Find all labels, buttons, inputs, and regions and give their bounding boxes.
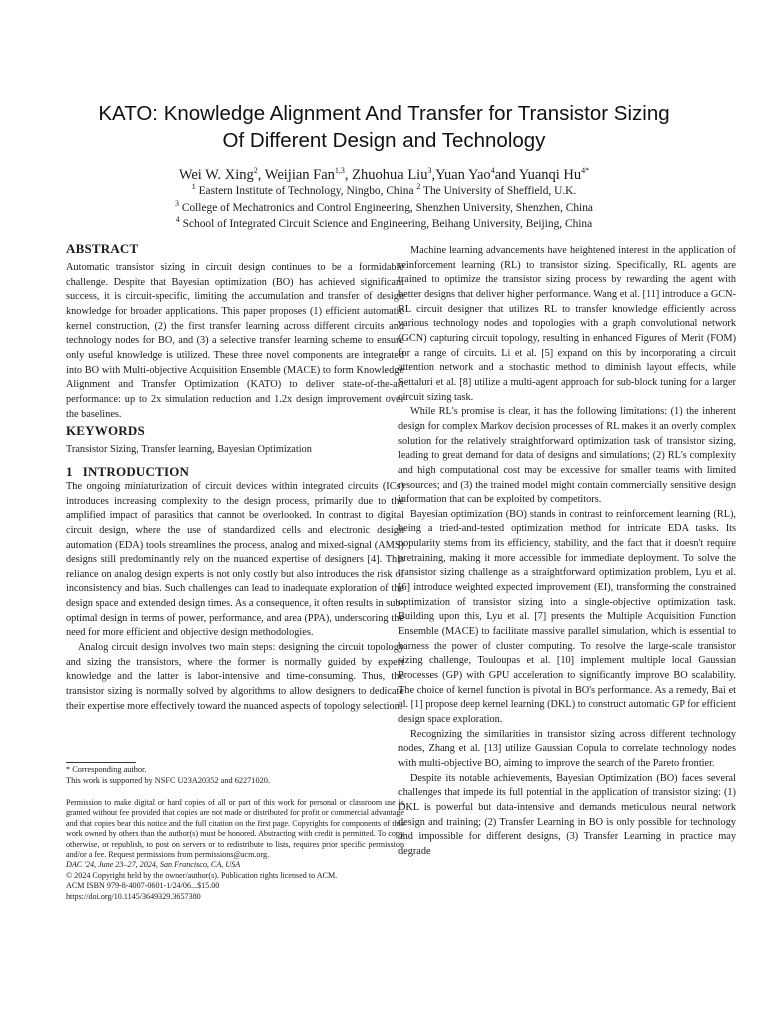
affil-sup: 1 — [191, 182, 196, 192]
author-sep: , — [257, 167, 265, 183]
affiliation-line-3 — [40, 216, 728, 233]
author-sep: , — [431, 167, 436, 183]
right-paragraph-5: Despite its notable achievements, Bayesian Optimization (BO) faces several challenges that impede its full potential in the application of transistor sizing: (1) DKL is powerful but data-intensive and demands meticulous neural network design and training; (2) Transfer Learning in BO is only possible for technology and impossible for different designs, (3) Transfer Learning in practice may degrade — [398, 772, 736, 857]
author-sep: and — [494, 167, 519, 183]
author-name: Yuan Yao — [435, 167, 491, 183]
section-title: INTRODUCTION — [82, 463, 190, 479]
paper-title — [40, 100, 728, 154]
keywords-heading: KEYWORDS — [66, 423, 145, 439]
footnote-divider — [66, 762, 136, 763]
intro-paragraph-2: Analog circuit design involves two main steps: designing the circuit topology and sizing the transistors, where the former is normally guided by expert knowledge and the latter is labor-intensive and time-consuming. Thus, the transistor sizing is normally solved by algorithms to allow designers to dedicate their expertise more effectively toward the nuanced aspects of topology selection. — [66, 642, 404, 712]
affiliation-line-2 — [40, 200, 728, 217]
right-column — [398, 244, 736, 860]
keywords-text: Transistor Sizing, Transfer learning, Bayesian Optimization — [66, 444, 312, 456]
author-affil-sup: 4 — [490, 166, 495, 176]
right-paragraph-3: Bayesian optimization (BO) stands in contrast to reinforcement learning (RL), being a tried-and-tested optimization method for intricate EDA tasks. Its popularity stems from its efficiency, stability, and the fact that it doesn't require pretraining, making it more accessible for immediate deployment. To solve the transistor sizing challenge as a straightforward optimization problem, Lyu et al. [6] introduce weighted expected improvement (EI), transforming the constrained optimization of transistor sizing into a single-objective optimization task. Building upon this, Lyu et al. [7] presents the Multiple Acquisition Function Ensemble (MACE) to facilitate massive parallel simulation, which is essential to harness the power of cluster computing. To resolve the large-scale transistor sizing challenge, Touloupas et al. [10] implement multiple local Gaussian Processes (GP) with GPU acceleration to significantly improve BO scalability. The choice of kernel function is pivotal in BO's performance. As a remedy, Bai et al. [1] propose deep kernel learning (DKL) to construct automatic GP for efficient design space exploration. — [398, 508, 736, 725]
affiliation-line-1 — [40, 183, 728, 200]
permission-text: Permission to make digital or hard copies of all or part of this work for personal or classroom use is granted without fee provided that copies are not made or distributed for profit or commercial advantage and that copies bear this notice and the full citation on the first page. Copyrights for components of this work owned by others than the author(s) must be honored. Abstracting with credit is permitted. To copy otherwise, or republish, to post on servers or to redistribute to lists, requires prior specific permission and/or a fee. Request permissions from permissions@acm.org. — [66, 798, 404, 860]
abstract-heading: ABSTRACT — [66, 241, 139, 256]
right-paragraph-1: Machine learning advancements have heightened interest in the application of reinforcement learning (RL) to transistor sizing. Specifically, RL agents are trained to optimize the transistor sizing process by rewarding the agent with better designs that deliver higher performance. Wang et al. [11] introduce a GCN-RL circuit designer that utilizes RL to transfer knowledge efficiently across various technology nodes and topologies with a graph convolutional network (GCN) capturing circuit topology, resulting in enhanced Figures of Merit (FOM) for a range of circuits. Li et al. [5] expand on this by incorporating a circuit attention network and a stochastic method to diminish layout effects, while Settaluri et al. [8] utilize a multi-agent approach for sub-block tuning for a larger circuit sizing task. — [398, 245, 736, 403]
affil-sup: 2 — [416, 182, 421, 192]
footnotes — [66, 764, 404, 786]
footnote-corresponding: * Corresponding author. — [66, 765, 147, 774]
introduction-heading — [66, 463, 404, 480]
author-affil-sup: 2 — [253, 166, 258, 176]
author-name: Wei W. Xing — [178, 167, 254, 183]
author-name: Yuanqi Hu — [518, 167, 582, 183]
affiliation-text: College of Mechatronics and Control Engineering, Shenzhen University, Shenzhen, China — [179, 201, 593, 214]
doi-link[interactable]: https://doi.org/10.1145/3649329.3657380 — [66, 891, 201, 901]
author-list — [40, 166, 728, 184]
affiliation-text: Eastern Institute of Technology, Ningbo, China — [195, 185, 417, 197]
author-affil-sup: 3 — [427, 166, 432, 176]
title-line-1: KATO: Knowledge Alignment And Transfer for Transistor Sizing — [98, 102, 670, 125]
affiliation-text: School of Integrated Circuit Science and Engineering, Beihang University, Beijing, China — [179, 218, 593, 230]
author-name: Weijian Fan — [264, 167, 335, 183]
left-column — [66, 240, 404, 714]
abstract-text: Automatic transistor sizing in circuit design continues to be a formidable challenge. Despite that Bayesian optimization (BO) has achieved significant success, it is circuit-specific, limiting the accumulation and transfer of design knowledge for broader applications. This paper proposes (1) efficient automatic kernel construction, (2) the first transfer learning across different circuits and technology nodes for BO, and (3) a selective transfer learning scheme to ensure only useful knowledge is utilized. These three novel components are integrated into BO with Multi-objective Acquisition Ensemble (MACE) to form Knowledge Alignment and Transfer Optimization (KATO) to deliver state-of-the-art performance: up to 2x simulation reduction and 1.2x design improvement over the baselines. — [66, 262, 404, 420]
affil-sup: 4 — [175, 215, 180, 225]
author-affil-sup: 1,3 — [334, 166, 345, 176]
copyright-line: © 2024 Copyright held by the owner/author(s). Publication rights licensed to ACM. — [66, 870, 338, 880]
intro-paragraph-1: The ongoing miniaturization of circuit devices within integrated circuits (ICs) introduces increasing complexity to the design process, primarily due to the amplified impact of parasitics that cannot be overlooked. In contrast to digital circuit design, where the use of standardized cells and electronic design automation (EDA) tools streamlines the process, analog and mixed-signal (AMS) designs still predominantly rely on the nuanced expertise of designers [4]. This reliance on analog design experts is not only costly but also introduces the risk of inconsistency and bias. Such challenges can lead to inadequate exploration of the design space and extended design times. As a consequence, it often results in sub-optimal design in terms of power, performance, and area (PPA), underscoring the need for more efficient and objective design methodologies. — [66, 480, 404, 639]
right-paragraph-4: Recognizing the similarities in transistor sizing across different technology nodes, Zhang et al. [13] utilize Gaussian Copula to correlate technology nodes with multi-objective BO, aiming to improve the search of the Pareto frontier. — [398, 728, 736, 769]
author-name: Zhuohua Liu — [352, 167, 428, 183]
isbn-line: ACM ISBN 979-8-4007-0601-1/24/06...$15.00 — [66, 881, 220, 891]
section-number: 1 — [66, 463, 73, 479]
author-affil-sup: 4* — [581, 166, 590, 176]
permission-block — [66, 798, 404, 902]
footnote-funding: This work is supported by NSFC U23A20352 and 62271020. — [66, 776, 270, 785]
affil-sup: 3 — [175, 198, 179, 208]
affiliation-text: The University of Sheffield, U.K. — [420, 185, 577, 197]
right-paragraph-2: While RL's promise is clear, it has the following limitations: (1) the inherent design for complex Markov decision processes of RL makes it an overly complex solution for the relatively straightforward optimization task of transistor sizing, leading to great demand for data of designs and simulations; (2) RL's complexity and high computational cost may be excessive for smaller teams with limited resources; and (3) the trained model might contain commercially sensitive design information that can be exploited by competitors. — [398, 406, 736, 506]
venue-line: DAC '24, June 23–27, 2024, San Francisco, CA, USA — [66, 860, 241, 870]
title-line-2: Of Different Design and Technology — [222, 129, 546, 152]
affiliation-list — [40, 183, 728, 233]
author-sep: , — [344, 167, 353, 183]
